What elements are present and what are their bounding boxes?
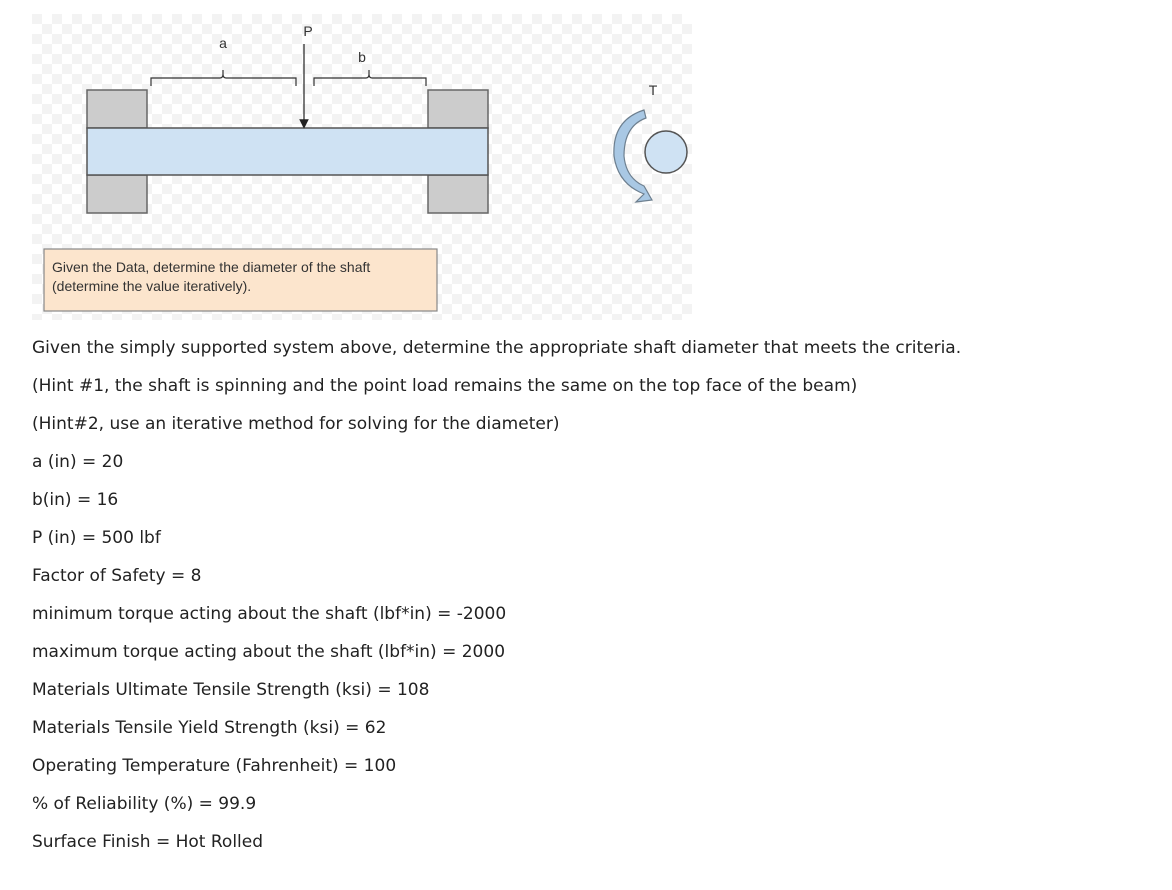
label-b: b xyxy=(358,49,366,65)
intro-text: Given the simply supported system above, determine the appropriate shaft diameter that meets the criteria. xyxy=(32,338,962,358)
hint-1: (Hint #1, the shaft is spinning and the point load remains the same on the top face of the beam) xyxy=(32,376,858,396)
param-reliability: % of Reliability (%) = 99.9 xyxy=(32,794,257,814)
cross-section xyxy=(645,131,687,173)
note-line-1: Given the Data, determine the diameter of the shaft xyxy=(52,259,371,275)
param-yield-strength: Materials Tensile Yield Strength (ksi) = 62 xyxy=(32,718,387,738)
label-t: T xyxy=(648,82,658,98)
param-b: b(in) = 16 xyxy=(32,490,119,510)
shaft-diagram xyxy=(32,14,692,320)
label-a: a xyxy=(219,35,227,51)
param-factor-of-safety: Factor of Safety = 8 xyxy=(32,566,202,586)
right-top-support xyxy=(428,90,488,128)
right-bottom-support xyxy=(428,175,488,213)
param-surface-finish: Surface Finish = Hot Rolled xyxy=(32,832,264,852)
param-min-torque: minimum torque acting about the shaft (lbf*in) = -2000 xyxy=(32,604,507,624)
hint-2: (Hint#2, use an iterative method for solving for the diameter) xyxy=(32,414,560,434)
param-temperature: Operating Temperature (Fahrenheit) = 100 xyxy=(32,756,397,776)
note-line-2: (determine the value iteratively). xyxy=(52,278,252,294)
left-top-support xyxy=(87,90,147,128)
left-bottom-support xyxy=(87,175,147,213)
param-ultimate-strength: Materials Ultimate Tensile Strength (ksi) = 108 xyxy=(32,680,430,700)
label-p: P xyxy=(303,23,313,39)
param-max-torque: maximum torque acting about the shaft (lbf*in) = 2000 xyxy=(32,642,506,662)
problem-text xyxy=(32,336,1132,868)
param-a: a (in) = 20 xyxy=(32,452,124,472)
shaft xyxy=(87,128,488,175)
param-p: P (in) = 500 lbf xyxy=(32,528,161,548)
